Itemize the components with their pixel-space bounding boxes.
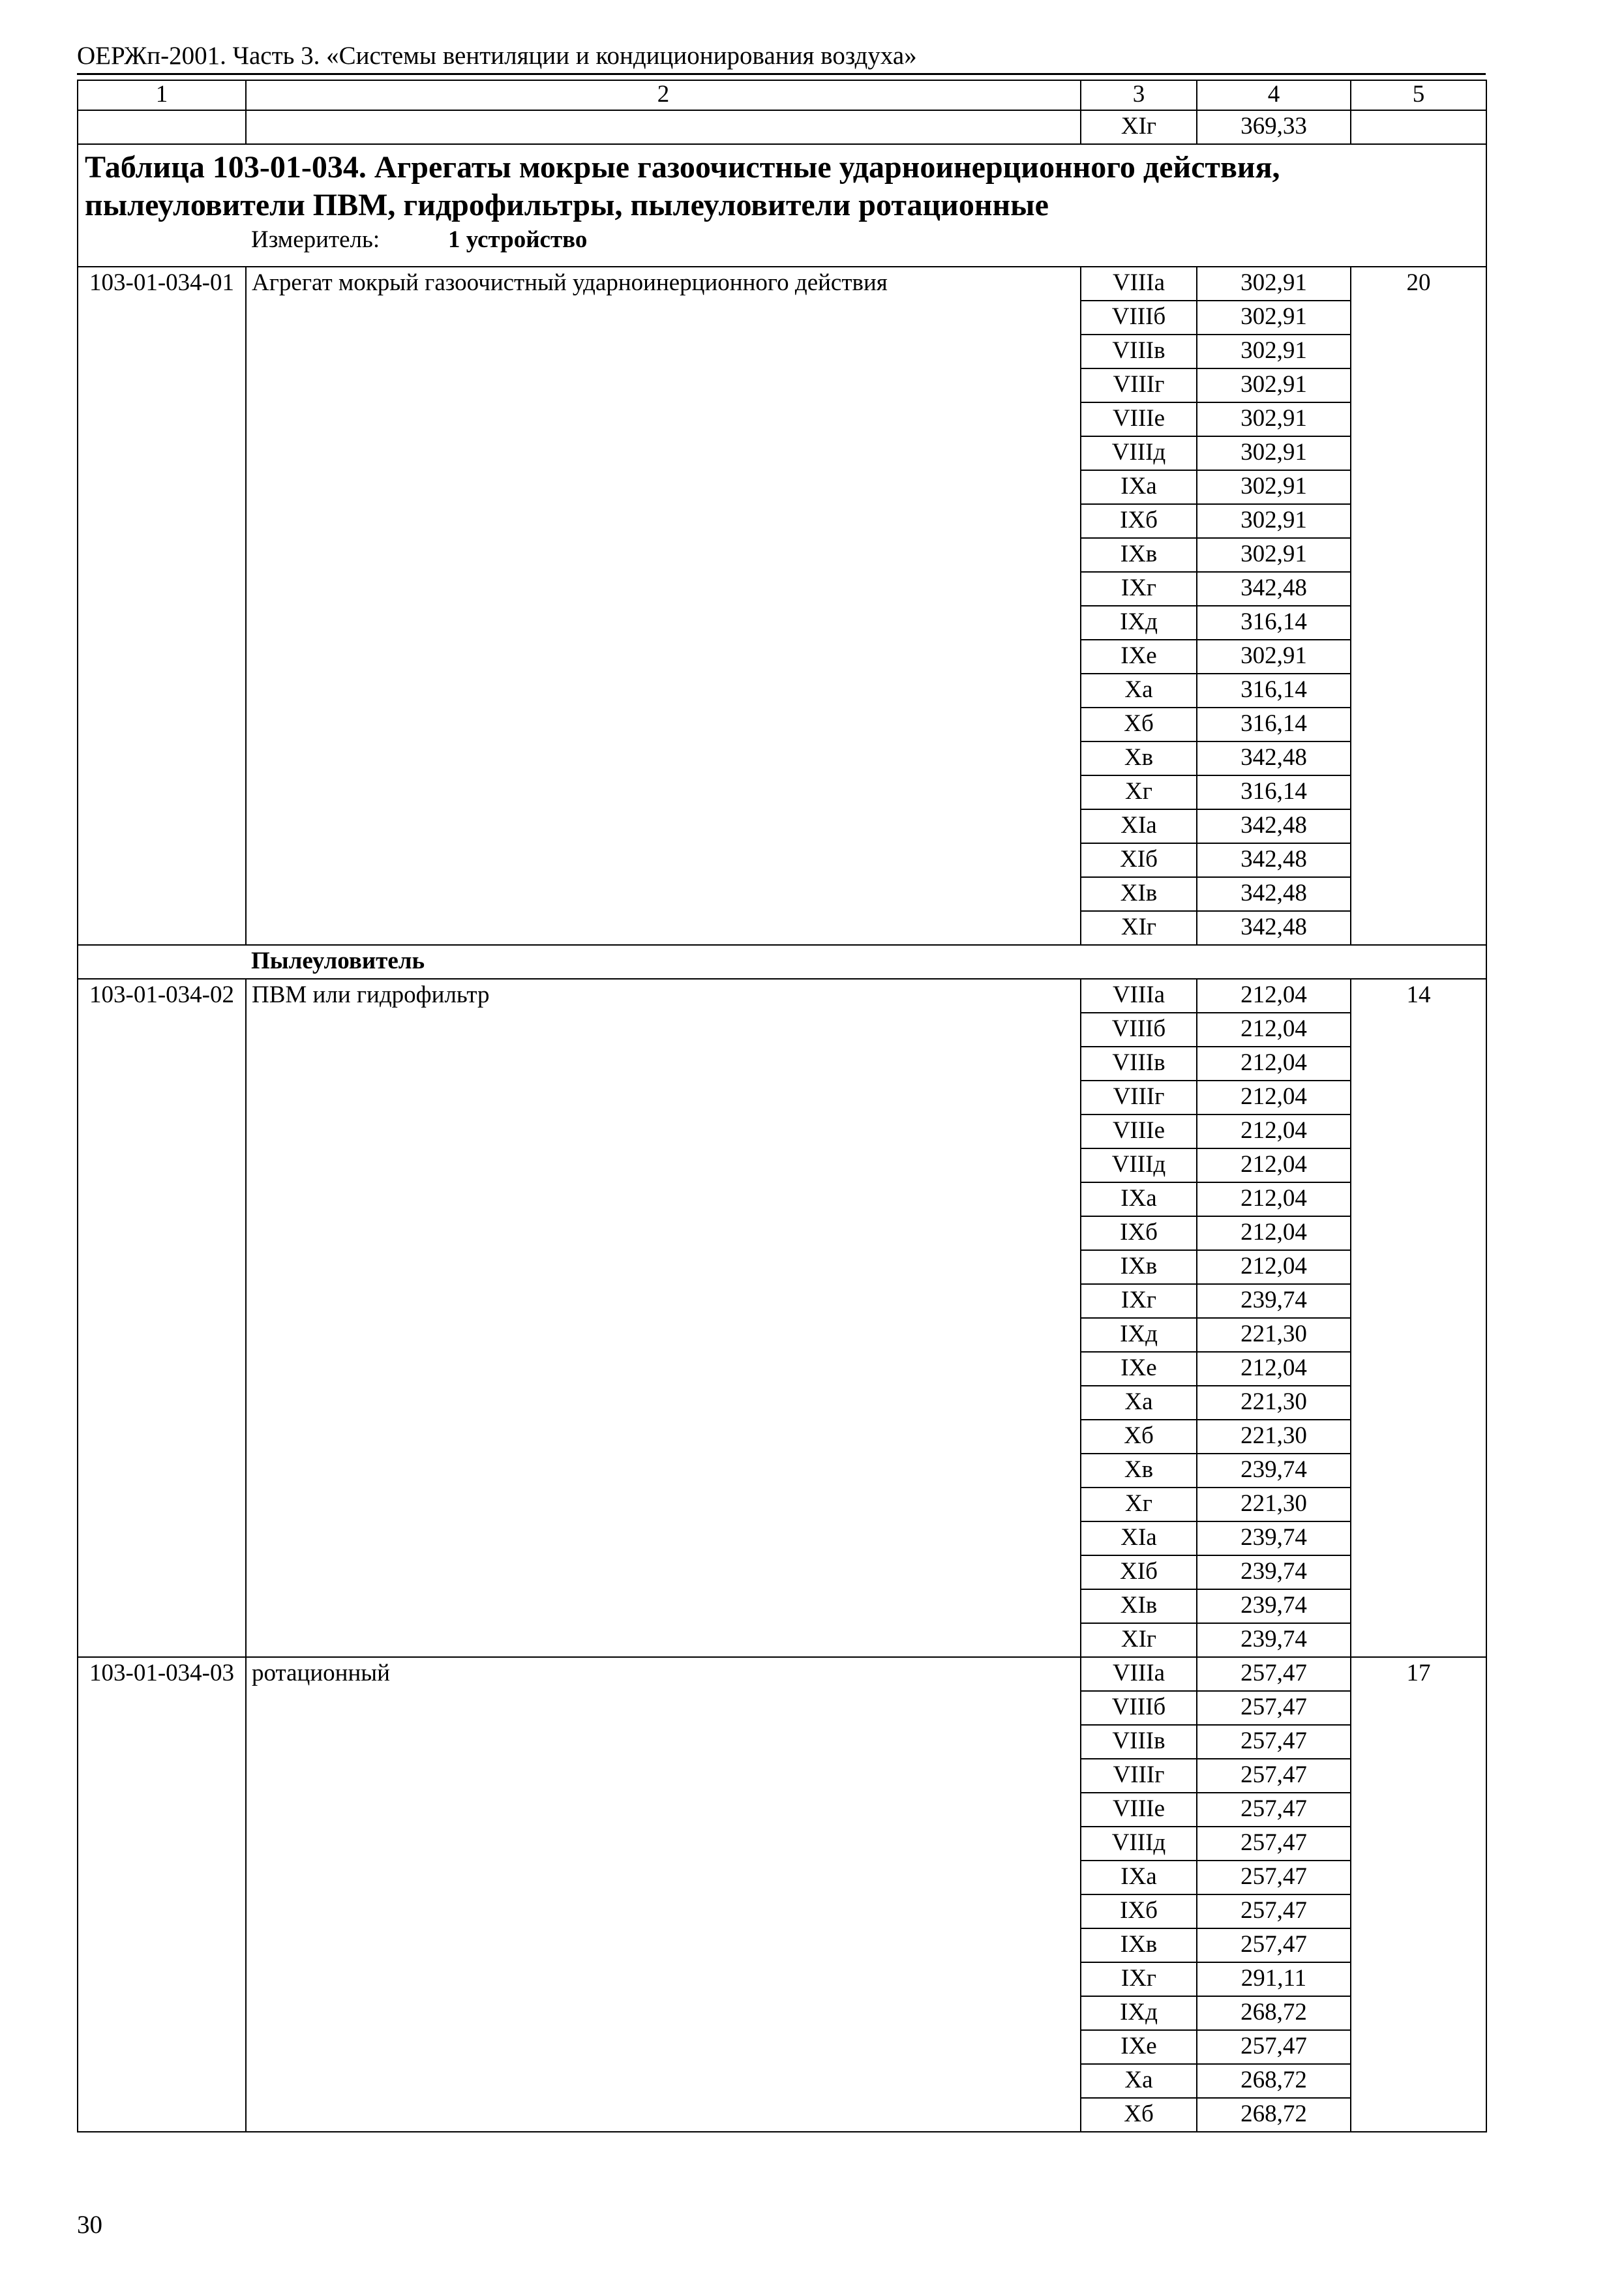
carryover-name-cell xyxy=(246,110,1081,144)
zone-cell: XIб xyxy=(1081,843,1197,877)
zone-cell: Xб xyxy=(1081,708,1197,741)
value-cell: 221,30 xyxy=(1197,1386,1351,1420)
value-cell: 212,04 xyxy=(1197,1115,1351,1148)
zone-cell: XIв xyxy=(1081,1589,1197,1623)
rate-name: ротационный xyxy=(246,1657,1081,2132)
zone-cell: Xб xyxy=(1081,2098,1197,2132)
zone-cell: VIIIа xyxy=(1081,979,1197,1013)
value-cell: 257,47 xyxy=(1197,1827,1351,1861)
column-number-row xyxy=(78,80,1486,110)
value-cell: 212,04 xyxy=(1197,1013,1351,1047)
value-cell: 257,47 xyxy=(1197,2030,1351,2064)
rate-name: Агрегат мокрый газоочистный ударноинерционного действия xyxy=(246,267,1081,945)
zone-cell: Xб xyxy=(1081,1420,1197,1454)
value-cell: 302,91 xyxy=(1197,368,1351,402)
value-cell: 291,11 xyxy=(1197,1962,1351,1996)
zone-cell: IXе xyxy=(1081,1352,1197,1386)
carryover-code-cell xyxy=(78,110,246,144)
column-number-1: 1 xyxy=(78,80,246,110)
value-cell: 342,48 xyxy=(1197,877,1351,911)
zone-cell: IXв xyxy=(1081,538,1197,572)
zone-cell: Xг xyxy=(1081,1488,1197,1521)
value-cell: 212,04 xyxy=(1197,1216,1351,1250)
column-number-4: 4 xyxy=(1197,80,1351,110)
zone-cell: VIIIа xyxy=(1081,267,1197,301)
value-cell: 221,30 xyxy=(1197,1420,1351,1454)
zone-cell: Xа xyxy=(1081,2064,1197,2098)
value-cell: 302,91 xyxy=(1197,267,1351,301)
value-cell: 212,04 xyxy=(1197,1250,1351,1284)
value-cell: 239,74 xyxy=(1197,1589,1351,1623)
section-label: Пылеуловитель xyxy=(246,945,1486,979)
zone-cell: XIб xyxy=(1081,1555,1197,1589)
zone-cell: XIг xyxy=(1081,1623,1197,1657)
value-cell: 302,91 xyxy=(1197,640,1351,674)
value-cell: 342,48 xyxy=(1197,911,1351,945)
measure-line xyxy=(85,226,1486,254)
zone-cell: VIIIв xyxy=(1081,335,1197,368)
value-cell: 302,91 xyxy=(1197,301,1351,335)
value-cell: 302,91 xyxy=(1197,436,1351,470)
zone-cell: VIIIе xyxy=(1081,402,1197,436)
value-cell: 302,91 xyxy=(1197,538,1351,572)
value-cell: 342,48 xyxy=(1197,741,1351,775)
rate-col5: 14 xyxy=(1351,979,1486,1657)
value-cell: 221,30 xyxy=(1197,1318,1351,1352)
value-cell: 342,48 xyxy=(1197,809,1351,843)
value-cell: 257,47 xyxy=(1197,1759,1351,1793)
zone-cell: IXе xyxy=(1081,640,1197,674)
value-cell: 257,47 xyxy=(1197,1928,1351,1962)
rate-col5: 20 xyxy=(1351,267,1486,945)
column-number-5: 5 xyxy=(1351,80,1486,110)
zone-cell: IXа xyxy=(1081,470,1197,504)
zone-cell: VIIIг xyxy=(1081,368,1197,402)
zone-cell: IXд xyxy=(1081,606,1197,640)
measure-value: 1 устройство xyxy=(448,226,588,253)
zone-cell: Xа xyxy=(1081,674,1197,708)
value-cell: 302,91 xyxy=(1197,504,1351,538)
zone-cell: Xг xyxy=(1081,775,1197,809)
zone-cell: IXб xyxy=(1081,504,1197,538)
value-cell: 302,91 xyxy=(1197,402,1351,436)
column-number-2: 2 xyxy=(246,80,1081,110)
value-cell: 316,14 xyxy=(1197,606,1351,640)
rate-code: 103-01-034-01 xyxy=(78,267,246,945)
zone-cell: Xв xyxy=(1081,741,1197,775)
rate-col5: 17 xyxy=(1351,1657,1486,2132)
table-row xyxy=(78,1657,1486,1691)
zone-cell: VIIIе xyxy=(1081,1793,1197,1827)
zone-cell: VIIIб xyxy=(1081,1691,1197,1725)
value-cell: 257,47 xyxy=(1197,1725,1351,1759)
value-cell: 212,04 xyxy=(1197,1182,1351,1216)
zone-cell: VIIIв xyxy=(1081,1725,1197,1759)
table-title: Таблица 103-01-034. Агрегаты мокрые газоочистные ударноинерционного действия, пылеуловители ПВМ, гидрофильтры, пылеуловители ротационные xyxy=(85,150,1280,222)
zone-cell: XIг xyxy=(1081,911,1197,945)
zone-cell: XIа xyxy=(1081,1521,1197,1555)
value-cell: 212,04 xyxy=(1197,979,1351,1013)
zone-cell: VIIIг xyxy=(1081,1081,1197,1115)
value-cell: 257,47 xyxy=(1197,1861,1351,1894)
value-cell: 212,04 xyxy=(1197,1047,1351,1081)
zone-cell: IXа xyxy=(1081,1182,1197,1216)
table-row xyxy=(78,267,1486,301)
zone-cell: XIа xyxy=(1081,809,1197,843)
zone-cell: IXг xyxy=(1081,572,1197,606)
zone-cell: XIв xyxy=(1081,877,1197,911)
value-cell: 316,14 xyxy=(1197,708,1351,741)
value-cell: 221,30 xyxy=(1197,1488,1351,1521)
value-cell: 342,48 xyxy=(1197,572,1351,606)
zone-cell: VIIIв xyxy=(1081,1047,1197,1081)
value-cell: 268,72 xyxy=(1197,1996,1351,2030)
value-cell: 239,74 xyxy=(1197,1521,1351,1555)
zone-cell: IXв xyxy=(1081,1250,1197,1284)
zone-cell: VIIIе xyxy=(1081,1115,1197,1148)
value-cell: 257,47 xyxy=(1197,1657,1351,1691)
rate-name: ПВМ или гидрофильтр xyxy=(246,979,1081,1657)
carryover-col5-cell xyxy=(1351,110,1486,144)
measure-label: Измеритель: xyxy=(251,226,380,253)
zone-cell: IXг xyxy=(1081,1962,1197,1996)
zone-cell: VIIIб xyxy=(1081,301,1197,335)
running-header: ОЕРЖп-2001. Часть 3. «Системы вентиляции и кондиционирования воздуха» xyxy=(77,42,917,70)
value-cell: 268,72 xyxy=(1197,2098,1351,2132)
carryover-value: 369,33 xyxy=(1197,110,1351,144)
zone-cell: VIIIа xyxy=(1081,1657,1197,1691)
carryover-row xyxy=(78,110,1486,144)
value-cell: 342,48 xyxy=(1197,843,1351,877)
value-cell: 257,47 xyxy=(1197,1691,1351,1725)
rate-code: 103-01-034-02 xyxy=(78,979,246,1657)
zone-cell: IXд xyxy=(1081,1996,1197,2030)
zone-cell: Xа xyxy=(1081,1386,1197,1420)
value-cell: 239,74 xyxy=(1197,1555,1351,1589)
value-cell: 316,14 xyxy=(1197,674,1351,708)
value-cell: 212,04 xyxy=(1197,1352,1351,1386)
value-cell: 316,14 xyxy=(1197,775,1351,809)
zone-cell: IXд xyxy=(1081,1318,1197,1352)
zone-cell: Xв xyxy=(1081,1454,1197,1488)
zone-cell: VIIIб xyxy=(1081,1013,1197,1047)
header-rule xyxy=(77,73,1486,75)
value-cell: 212,04 xyxy=(1197,1081,1351,1115)
zone-cell: IXг xyxy=(1081,1284,1197,1318)
rates-table xyxy=(77,80,1487,2132)
zone-cell: IXв xyxy=(1081,1928,1197,1962)
zone-cell: IXа xyxy=(1081,1861,1197,1894)
zone-cell: VIIIд xyxy=(1081,1827,1197,1861)
value-cell: 302,91 xyxy=(1197,470,1351,504)
value-cell: 239,74 xyxy=(1197,1454,1351,1488)
carryover-zone: XIг xyxy=(1081,110,1197,144)
table-title-row xyxy=(78,144,1486,267)
zone-cell: VIIIг xyxy=(1081,1759,1197,1793)
table-title-cell xyxy=(78,144,1486,267)
zone-cell: IXб xyxy=(1081,1894,1197,1928)
page-number: 30 xyxy=(77,2211,102,2239)
value-cell: 257,47 xyxy=(1197,1894,1351,1928)
table-row xyxy=(78,979,1486,1013)
value-cell: 212,04 xyxy=(1197,1148,1351,1182)
section-code-cell xyxy=(78,945,246,979)
column-number-3: 3 xyxy=(1081,80,1197,110)
value-cell: 257,47 xyxy=(1197,1793,1351,1827)
zone-cell: IXб xyxy=(1081,1216,1197,1250)
value-cell: 239,74 xyxy=(1197,1623,1351,1657)
rate-code: 103-01-034-03 xyxy=(78,1657,246,2132)
value-cell: 302,91 xyxy=(1197,335,1351,368)
value-cell: 268,72 xyxy=(1197,2064,1351,2098)
value-cell: 239,74 xyxy=(1197,1284,1351,1318)
zone-cell: IXе xyxy=(1081,2030,1197,2064)
zone-cell: VIIIд xyxy=(1081,1148,1197,1182)
section-row xyxy=(78,945,1486,979)
zone-cell: VIIIд xyxy=(1081,436,1197,470)
